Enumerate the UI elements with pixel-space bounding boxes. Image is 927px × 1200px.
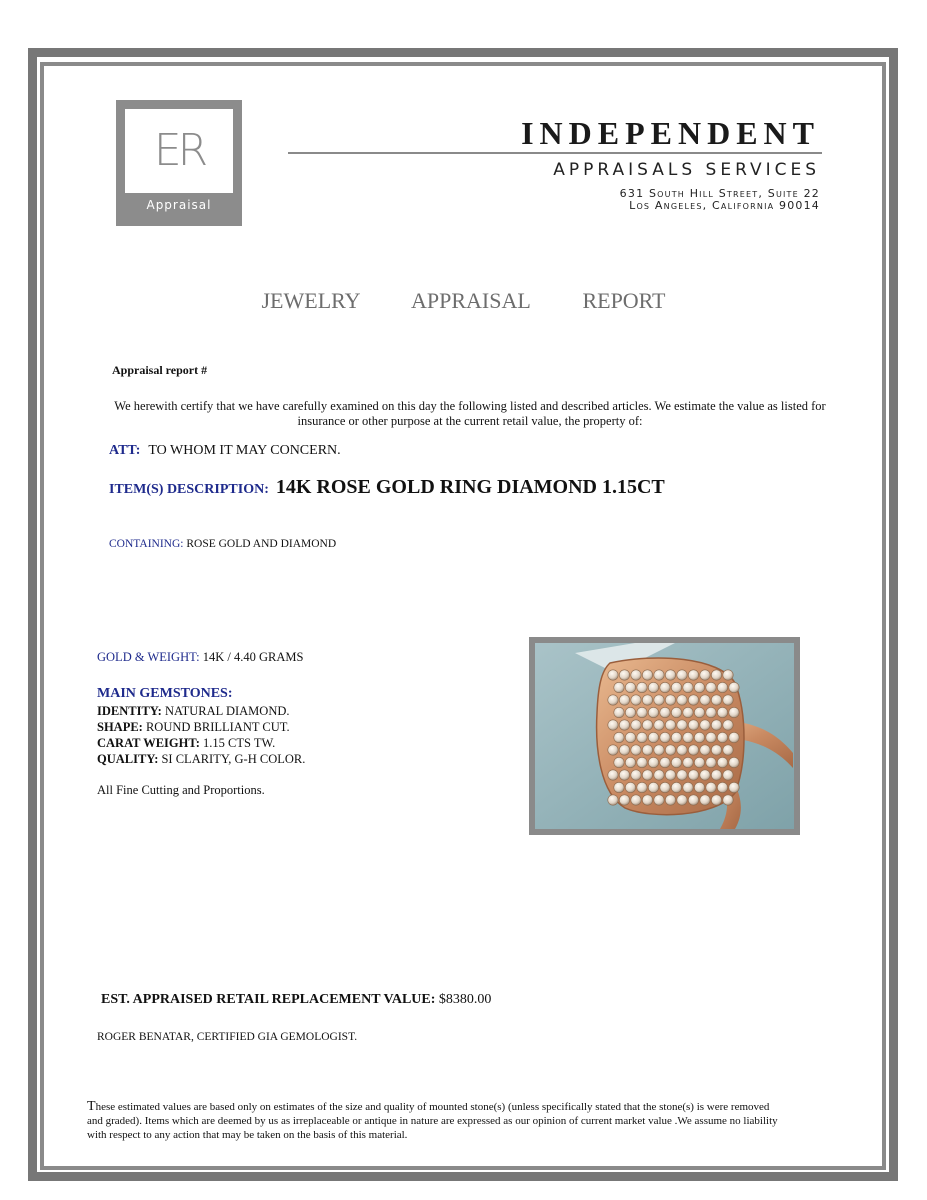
identity-label: IDENTITY: [97, 704, 162, 718]
diamond-stone [711, 720, 721, 730]
diamond-stone [683, 732, 693, 742]
diamond-stone [619, 720, 629, 730]
diamond-stone [614, 782, 624, 792]
diamond-stone [706, 757, 716, 767]
diamond-stone [608, 770, 618, 780]
diamond-stone [625, 682, 635, 692]
item-description-label: ITEM(S) DESCRIPTION: [109, 482, 269, 497]
att-line [109, 443, 341, 459]
diamond-stone [706, 782, 716, 792]
diamond-stone [671, 682, 681, 692]
diamond-stone [642, 670, 652, 680]
diamond-stone [729, 782, 739, 792]
diamond-stone [608, 795, 618, 805]
logo-caption: Appraisal [146, 198, 212, 212]
shape-label: SHAPE: [97, 720, 143, 734]
diamond-stone [677, 770, 687, 780]
containing-value: ROSE GOLD AND DIAMOND [186, 538, 337, 550]
diamond-stone [625, 757, 635, 767]
diamond-stone [677, 795, 687, 805]
diamond-stone [614, 682, 624, 692]
diamond-stone [677, 670, 687, 680]
diamond-stone [711, 670, 721, 680]
diamond-stone [717, 757, 727, 767]
diamond-stone [619, 745, 629, 755]
diamond-stone [723, 695, 733, 705]
company-subtitle: APPRAISALS SERVICES [553, 160, 820, 180]
cutting-note: All Fine Cutting and Proportions. [97, 783, 265, 797]
company-name: INDEPENDENT [521, 115, 820, 151]
diamond-stone [729, 732, 739, 742]
report-title: JEWELRY APPRAISAL REPORT [261, 288, 666, 313]
diamond-stone [654, 670, 664, 680]
item-description-value: 14K ROSE GOLD RING DIAMOND 1.15CT [275, 476, 665, 498]
diamond-stone [648, 707, 658, 717]
diamond-stone [665, 720, 675, 730]
diamond-stone [619, 770, 629, 780]
diamond-stone [625, 707, 635, 717]
diamond-stone [717, 782, 727, 792]
diamond-stone [665, 745, 675, 755]
diamond-stone [608, 720, 618, 730]
diamond-stone [683, 682, 693, 692]
diamond-stone [688, 720, 698, 730]
diamond-stone [671, 757, 681, 767]
diamond-stone [631, 745, 641, 755]
diamond-stone [614, 757, 624, 767]
diamond-stone [637, 707, 647, 717]
company-address-line1: 631 South Hill Street, Suite 22 [619, 187, 820, 200]
shape-line [97, 720, 290, 735]
diamond-stone [700, 795, 710, 805]
diamond-stone [660, 732, 670, 742]
diamond-stone [648, 682, 658, 692]
quality-value: SI CLARITY, G-H COLOR. [161, 752, 306, 766]
diamond-stone [677, 720, 687, 730]
diamond-stone [648, 757, 658, 767]
diamond-stone [711, 770, 721, 780]
diamond-stone [700, 745, 710, 755]
shape-value: ROUND BRILLIANT CUT. [145, 720, 290, 734]
diamond-stone [694, 707, 704, 717]
identity-line [97, 704, 290, 719]
diamond-stone [700, 720, 710, 730]
header-divider [288, 152, 822, 154]
diamond-stone [665, 795, 675, 805]
diamond-stone [642, 770, 652, 780]
diamond-stone [637, 682, 647, 692]
diamond-stone [683, 782, 693, 792]
diamond-stone [677, 745, 687, 755]
diamond-stone [717, 682, 727, 692]
certification-text: We herewith certify that we have carefully examined on this day the following listed and described articles. We estimate the value as listed for insurance or other purpose at the current retail value, the property of: [114, 399, 826, 428]
diamond-stone [648, 732, 658, 742]
diamond-stone [694, 682, 704, 692]
diamond-stone [717, 707, 727, 717]
diamond-stone [637, 732, 647, 742]
diamond-stone [619, 795, 629, 805]
disclaimer-initial: T [87, 1099, 96, 1114]
identity-value: NATURAL DIAMOND. [164, 704, 290, 718]
diamond-stone [688, 745, 698, 755]
diamond-ring-image [535, 643, 794, 829]
gold-weight-line [97, 650, 303, 665]
diamond-stone [717, 732, 727, 742]
diamond-stone [642, 720, 652, 730]
diamond-stone [642, 745, 652, 755]
diamond-stone [614, 732, 624, 742]
carat-weight-label: CARAT WEIGHT: [97, 736, 200, 750]
diamond-stone [671, 707, 681, 717]
ring-photo [529, 637, 800, 835]
diamond-stone [711, 745, 721, 755]
diamond-stone [654, 795, 664, 805]
diamond-stone [619, 670, 629, 680]
att-label: ATT: [109, 443, 141, 458]
carat-weight-value: 1.15 CTS TW. [203, 736, 276, 750]
gold-weight-value: 14K / 4.40 GRAMS [202, 650, 304, 664]
diamond-stone [706, 682, 716, 692]
diamond-stone [631, 795, 641, 805]
report-number-label: Appraisal report # [112, 363, 208, 377]
diamond-stone [637, 782, 647, 792]
disclaimer-text: hese estimated values are based only on estimates of the size and quality of mounted stone(s) (unless specifically stated that the stone(s) is were removed and graded). Items which are deemed by us as irreplaceable or antique in nature are expressed as our opinion of current market value .We assume no liability with respect to any action that may be taken on the basis of this material. [87, 1101, 778, 1141]
diamond-stone [688, 770, 698, 780]
diamond-stone [700, 770, 710, 780]
diamond-stone [654, 720, 664, 730]
diamond-stone [665, 695, 675, 705]
company-address-line2: Los Angeles, California 90014 [629, 199, 820, 212]
diamond-stone [723, 745, 733, 755]
diamond-stone [694, 732, 704, 742]
logo-letters: ER [153, 125, 205, 176]
diamond-stone [648, 782, 658, 792]
diamond-stone [660, 782, 670, 792]
containing-line [109, 538, 336, 550]
diamond-stone [631, 720, 641, 730]
diamond-stone [706, 732, 716, 742]
pave-diamonds [608, 670, 739, 805]
diamond-stone [683, 707, 693, 717]
quality-line [97, 752, 305, 767]
diamond-stone [688, 695, 698, 705]
diamond-stone [660, 682, 670, 692]
carat-weight-line [97, 736, 275, 751]
diamond-stone [700, 695, 710, 705]
diamond-stone [660, 757, 670, 767]
diamond-stone [642, 795, 652, 805]
main-gemstones-heading: MAIN GEMSTONES: [97, 686, 233, 701]
diamond-stone [637, 757, 647, 767]
diamond-stone [729, 682, 739, 692]
diamond-stone [614, 707, 624, 717]
att-value: TO WHOM IT MAY CONCERN. [148, 443, 341, 458]
er-appraisal-logo [116, 100, 242, 226]
diamond-stone [700, 670, 710, 680]
diamond-stone [665, 670, 675, 680]
diamond-stone [660, 707, 670, 717]
diamond-stone [688, 670, 698, 680]
diamond-stone [729, 707, 739, 717]
gold-weight-label: GOLD & WEIGHT: [97, 650, 200, 664]
diamond-stone [654, 745, 664, 755]
diamond-stone [631, 770, 641, 780]
appraised-value-label: EST. APPRAISED RETAIL REPLACEMENT VALUE: [101, 992, 436, 1007]
diamond-stone [694, 782, 704, 792]
gemologist-signature-line: ROGER BENATAR, CERTIFIED GIA GEMOLOGIST. [97, 1031, 358, 1043]
diamond-stone [619, 695, 629, 705]
diamond-stone [608, 670, 618, 680]
diamond-stone [706, 707, 716, 717]
diamond-stone [723, 770, 733, 780]
diamond-stone [631, 695, 641, 705]
diamond-stone [683, 757, 693, 767]
diamond-stone [688, 795, 698, 805]
diamond-stone [642, 695, 652, 705]
item-description [109, 476, 665, 499]
diamond-stone [625, 782, 635, 792]
diamond-stone [608, 695, 618, 705]
diamond-stone [671, 732, 681, 742]
diamond-stone [694, 757, 704, 767]
diamond-stone [631, 670, 641, 680]
diamond-stone [654, 695, 664, 705]
containing-label: CONTAINING: [109, 538, 184, 550]
diamond-stone [711, 795, 721, 805]
diamond-stone [608, 745, 618, 755]
diamond-stone [711, 695, 721, 705]
diamond-stone [654, 770, 664, 780]
diamond-stone [625, 732, 635, 742]
diamond-stone [723, 670, 733, 680]
appraised-value-line [101, 992, 491, 1008]
diamond-stone [723, 795, 733, 805]
diamond-stone [723, 720, 733, 730]
diamond-stone [671, 782, 681, 792]
appraised-value-amount: $8380.00 [438, 992, 492, 1007]
diamond-stone [665, 770, 675, 780]
diamond-stone [677, 695, 687, 705]
diamond-stone [729, 757, 739, 767]
quality-label: QUALITY: [97, 752, 159, 766]
disclaimer [87, 1100, 787, 1142]
